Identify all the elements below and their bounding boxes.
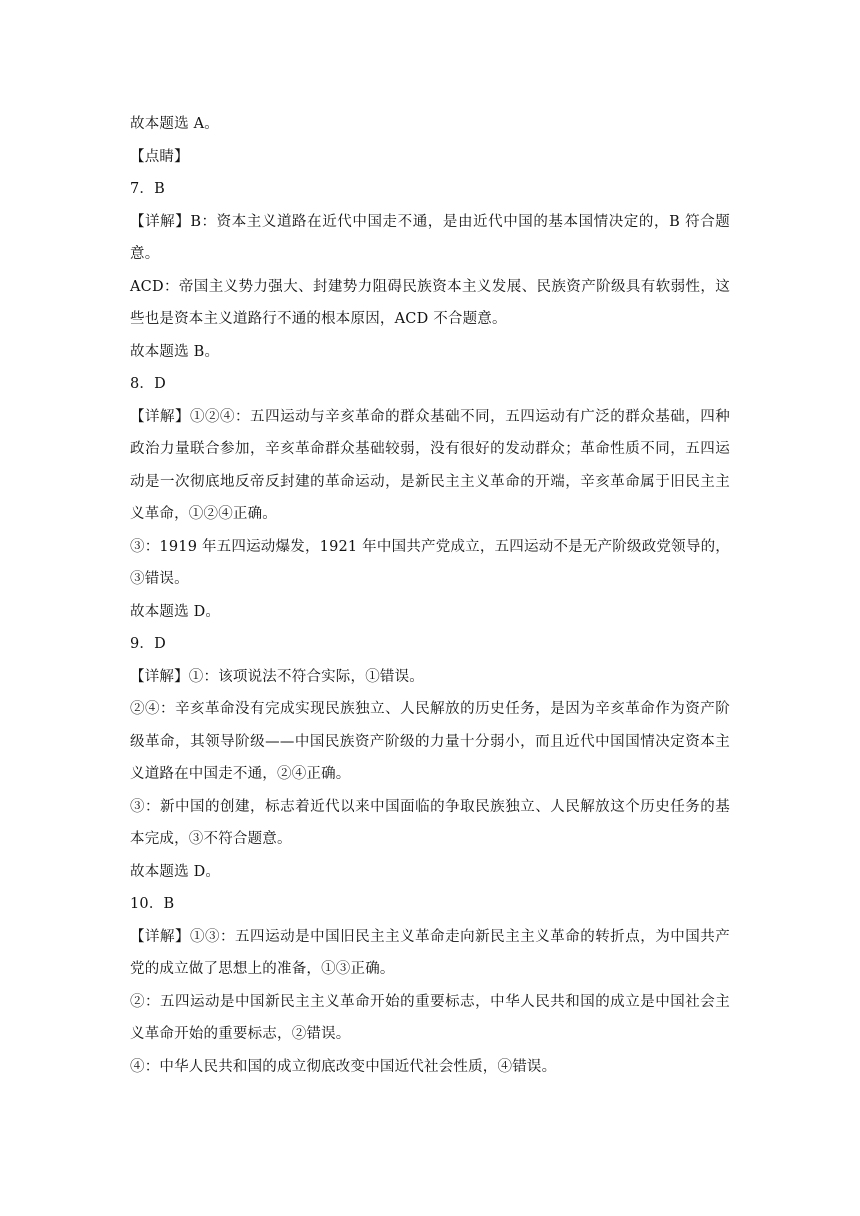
- answer-explanation-text: [130, 108, 730, 1083]
- conclusion-8: 故本题选 D。: [130, 603, 221, 620]
- answer-9: 9．D: [130, 636, 166, 652]
- conclusion-7: 故本题选 B。: [130, 343, 220, 360]
- explanation-10-2: ②：五四运动是中国新民主主义革命开始的重要标志，中华人民共和国的成立是中国社会主义革命开始的重要标志，②错误。: [130, 993, 730, 1042]
- conclusion-9: 故本题选 D。: [130, 863, 221, 880]
- explanation-9-1: 【详解】①：该项说法不符合实际，①错误。: [130, 668, 424, 685]
- explanation-10-4: ④：中华人民共和国的成立彻底改变中国近代社会性质，④错误。: [130, 1058, 557, 1075]
- line-dianjing-heading: 【点睛】: [130, 148, 189, 165]
- explanation-10-13: 【详解】①③：五四运动是中国旧民主主义革命走向新民主主义革命的转折点，为中国共产党的成立做了思想上的准备，①③正确。: [130, 928, 730, 977]
- explanation-9-3: ③：新中国的创建，标志着近代以来中国面临的争取民族独立、人民解放这个历史任务的基本完成，③不符合题意。: [130, 798, 730, 847]
- answer-8: 8．D: [130, 376, 166, 392]
- explanation-9-24: ②④：辛亥革命没有完成实现民族独立、人民解放的历史任务，是因为辛亥革命作为资产阶级革命，其领导阶级——中国民族资产阶级的力量十分弱小，而且近代中国国情决定资本主义道路在中国走不通，②④正确。: [130, 701, 730, 782]
- answer-7: 7．B: [130, 181, 165, 197]
- explanation-7-b: 【详解】B：资本主义道路在近代中国走不通，是由近代中国的基本国情决定的，B 符合题意。: [130, 213, 730, 262]
- answer-10: 10．B: [130, 896, 175, 912]
- explanation-8-124: 【详解】①②④：五四运动与辛亥革命的群众基础不同，五四运动有广泛的群众基础，四种政治力量联合参加，辛亥革命群众基础较弱，没有很好的发动群众；革命性质不同，五四运动是一次彻底地反帝反封建的革命运动，是新民主主义革命的开端，辛亥革命属于旧民主主义革命，①②④正确。: [130, 408, 730, 522]
- explanation-7-acd: ACD：帝国主义势力强大、封建势力阻碍民族资本主义发展、民族资产阶级具有软弱性，这些也是资本主义道路行不通的根本原因，ACD 不合题意。: [130, 278, 730, 327]
- explanation-8-3: ③：1919 年五四运动爆发，1921 年中国共产党成立，五四运动不是无产阶级政党领导的，③错误。: [130, 538, 730, 587]
- line-conclusion-6: 故本题选 A。: [130, 116, 219, 132]
